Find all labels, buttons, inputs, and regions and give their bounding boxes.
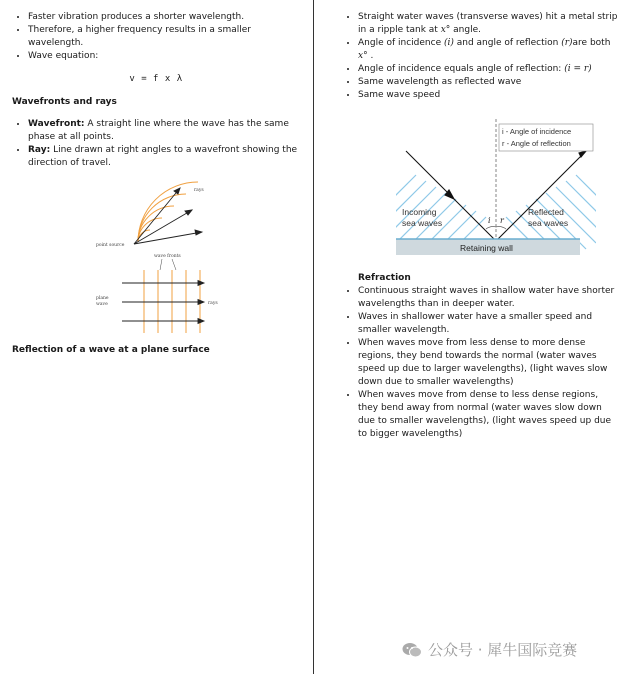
refraction-bullets <box>340 285 620 441</box>
reflected-label: Reflected <box>528 207 564 217</box>
angle-arc-i <box>486 227 496 229</box>
text: Angle of incidence equals angle of reflection: <box>358 64 565 74</box>
text: are both <box>572 38 611 48</box>
angle-i: (i) <box>443 38 454 48</box>
list-item: • Same wave speed <box>358 89 620 102</box>
list-item <box>28 118 300 144</box>
list-item <box>358 11 620 37</box>
ray-arrow <box>134 188 180 244</box>
reflection-bullets <box>340 11 620 102</box>
list-item: • When waves move from less dense to more dense regions, they bend towards the normal (water waves speed up due to larger wavelengths), (light waves slow down due to smaller wavelengths) <box>358 337 620 389</box>
legend-reflection: r - Angle of reflection <box>502 139 571 148</box>
list-item: • Continuous straight waves in shallow water have shorter wavelengths than in deeper water. <box>358 285 620 311</box>
wave-equation: v = f x λ <box>129 74 183 84</box>
text: angle. <box>450 25 481 35</box>
ray-definition: Line drawn at right angles to a wavefront showing the direction of travel. <box>28 145 298 168</box>
plane-wave-word2: wave <box>96 302 108 307</box>
angle-arc-r <box>496 227 506 229</box>
list-item: • Same wavelength as reflected wave <box>358 76 620 89</box>
wavelength-bullets <box>12 11 300 63</box>
wave-fronts-label: wave fronts <box>154 254 181 259</box>
left-column <box>12 0 300 357</box>
reflected-sea-waves-label: sea waves <box>528 218 569 228</box>
text: Straight water waves (transverse waves) hit a metal strip in a ripple tank at <box>358 12 618 35</box>
list-item <box>28 144 300 170</box>
wavefront-definition: A straight line where the wave has the same phase at all points. <box>28 119 289 142</box>
angle-r: (r) <box>561 38 573 48</box>
list-item <box>358 37 620 63</box>
arrow-head <box>198 281 204 286</box>
list-item: • Therefore, a higher frequency results in a smaller wavelength. <box>28 24 300 50</box>
heading-reflection: Reflection of a wave at a plane surface <box>12 345 210 355</box>
list-item: • Faster vibration produces a shorter wavelength. <box>28 11 300 24</box>
wavefront-term: Wavefront: <box>28 119 85 129</box>
column-divider <box>313 0 314 674</box>
angle-r-label: r <box>500 216 504 225</box>
arrow-head <box>195 230 202 235</box>
watermark <box>402 639 577 660</box>
legend-incidence: i - Angle of incidence <box>502 127 572 136</box>
point-source-label: point source <box>96 243 125 248</box>
arrow-head <box>185 210 192 215</box>
wavefronts-rays-diagram <box>92 180 292 340</box>
ray-term: Ray: <box>28 145 51 155</box>
incoming-label: Incoming <box>402 207 437 217</box>
text: Angle of incidence <box>358 38 444 48</box>
arrow-head <box>174 188 180 194</box>
plane-wave-label <box>96 295 110 307</box>
angle-i-label: i <box>488 216 491 225</box>
watermark-text: 公众号 · 犀牛国际竞赛 <box>428 641 578 659</box>
wall-label: Retaining wall <box>460 243 513 253</box>
list-item: • Waves in shallower water have a smaller speed and smaller wavelength. <box>358 311 620 337</box>
right-column <box>340 0 620 441</box>
reflection-diagram <box>396 117 596 267</box>
plane-wave-word1: plane <box>96 296 109 301</box>
label-leader <box>160 259 176 270</box>
definition-bullets <box>12 118 300 170</box>
rays-label-2: rays <box>208 301 218 306</box>
list-item <box>358 63 620 76</box>
arrow-head <box>198 319 204 324</box>
arrow-head <box>198 300 204 305</box>
heading-refraction: Refraction <box>358 273 411 283</box>
arrow-head <box>579 151 586 157</box>
angle-x: x° <box>440 25 451 35</box>
heading-wavefronts: Wavefronts and rays <box>12 97 117 107</box>
text: and angle of reflection <box>453 38 562 48</box>
equality: (i = r) <box>564 64 592 74</box>
rays-label: rays <box>194 188 204 193</box>
wechat-icon <box>402 642 422 658</box>
angle-x: x° <box>358 51 368 61</box>
text: . <box>367 51 374 61</box>
list-item: • Wave equation: <box>28 50 300 63</box>
list-item: • When waves move from dense to less dense regions, they bend away from normal (water waves slow down due to smaller wavelengths), (light waves speed up due to bigger wavelengths) <box>358 389 620 441</box>
incoming-sea-waves-label: sea waves <box>402 218 443 228</box>
